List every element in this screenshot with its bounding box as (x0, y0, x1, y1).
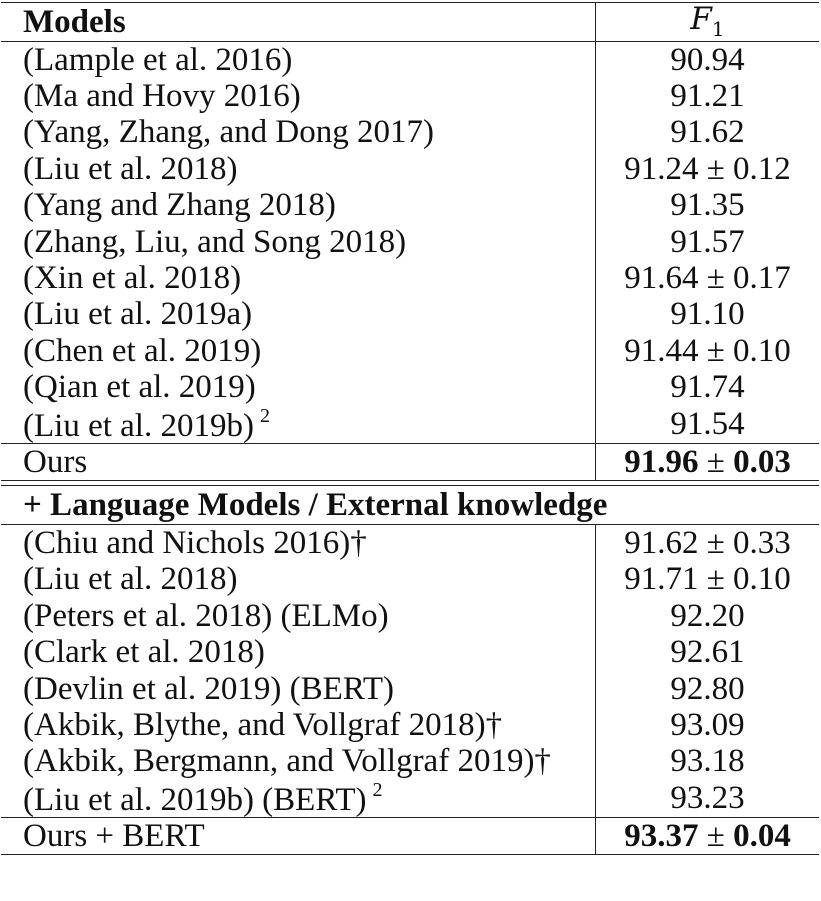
model-name-cell (1, 671, 596, 707)
footnote-marker: 2 (259, 404, 270, 427)
model-name-cell (1, 780, 596, 818)
table-row (1, 333, 819, 369)
model-name: (Liu et al. 2018) (23, 150, 238, 187)
model-name: (Liu et al. 2019a) (23, 296, 253, 333)
table-row (1, 115, 819, 151)
model-name-cell (1, 188, 596, 224)
f1-score-cell: 91.64 ± 0.17 (596, 260, 820, 296)
table-row (1, 562, 819, 598)
table-row (1, 260, 819, 296)
section-title-row (1, 486, 819, 525)
f1-score-cell: 91.10 (596, 297, 820, 333)
section-title: + Language Models / External knowledge (1, 486, 819, 525)
model-name: (Akbik, Blythe, and Vollgraf 2018)† (23, 706, 503, 743)
table-row (1, 78, 819, 114)
models-column-header: Models (1, 3, 596, 42)
table-row (1, 188, 819, 224)
score-std: 0.04 (733, 817, 791, 854)
model-name: (Clark et al. 2018) (23, 634, 265, 671)
table-row (1, 744, 819, 780)
table-row (1, 707, 819, 743)
model-name-cell (1, 42, 596, 79)
f1-score-cell: 91.44 ± 0.10 (596, 333, 820, 369)
model-name-cell (1, 562, 596, 598)
table-row (1, 224, 819, 260)
model-name: (Xin et al. 2018) (23, 260, 242, 297)
f1-score-cell: 91.74 (596, 370, 820, 406)
model-name: (Zhang, Liu, and Song 2018) (23, 223, 407, 260)
f1-score-cell: 91.54 (596, 406, 820, 444)
model-name-cell: Ours (1, 443, 596, 480)
model-name-cell (1, 151, 596, 187)
ours-row (1, 443, 819, 480)
model-name: (Yang and Zhang 2018) (23, 187, 336, 224)
f1-letter: F (690, 1, 712, 38)
table-row (1, 297, 819, 333)
model-name-cell: Ours + BERT (1, 818, 596, 855)
model-name: (Lample et al. 2016) (23, 41, 293, 78)
model-name: (Ma and Hovy 2016) (23, 78, 301, 115)
model-name: (Devlin et al. 2019) (BERT) (23, 670, 395, 707)
results-table (1, 2, 819, 855)
model-name-cell (1, 333, 596, 369)
f1-score-cell: 91.57 (596, 224, 820, 260)
model-name-cell (1, 744, 596, 780)
f1-subscript: 1 (711, 17, 725, 42)
model-name-cell (1, 224, 596, 260)
model-name-cell (1, 525, 596, 562)
table-row (1, 370, 819, 406)
table-row (1, 634, 819, 670)
ours-row (1, 818, 819, 855)
table-row (1, 151, 819, 187)
table-row (1, 598, 819, 634)
model-name: (Liu et al. 2019b) (BERT) (23, 782, 367, 819)
table-row (1, 525, 819, 562)
model-name: (Liu et al. 2018) (23, 561, 238, 598)
f1-score-cell: 92.61 (596, 634, 820, 670)
table-header-row (1, 3, 819, 42)
model-name: (Yang, Zhang, and Dong 2017) (23, 114, 434, 151)
f1-score-cell: 90.94 (596, 42, 820, 79)
score-std: 0.03 (733, 443, 791, 480)
f1-score-cell: 91.62 (596, 115, 820, 151)
f1-score-cell: 91.62 ± 0.33 (596, 525, 820, 562)
footnote-marker: 2 (372, 779, 383, 802)
table-row (1, 671, 819, 707)
f1-score-cell: 92.20 (596, 598, 820, 634)
model-name-cell (1, 297, 596, 333)
f1-score-cell: 93.09 (596, 707, 820, 743)
model-name-cell (1, 370, 596, 406)
model-name-cell (1, 634, 596, 670)
f1-score-cell: 91.21 (596, 78, 820, 114)
model-name-cell (1, 115, 596, 151)
plus-minus-sign: ± (698, 817, 734, 854)
f1-score-cell: 91.71 ± 0.10 (596, 562, 820, 598)
model-name: (Chiu and Nichols 2016)† (23, 524, 367, 561)
f1-score-cell (596, 818, 820, 855)
table-row (1, 406, 819, 444)
model-name-cell (1, 406, 596, 444)
model-name: (Qian et al. 2019) (23, 369, 256, 406)
f1-score-cell: 93.23 (596, 780, 820, 818)
f1-score-cell: 93.18 (596, 744, 820, 780)
table-row (1, 780, 819, 818)
score-mean: 91.96 (624, 443, 699, 480)
model-name-cell (1, 78, 596, 114)
plus-minus-sign: ± (698, 443, 734, 480)
table-row (1, 42, 819, 79)
model-name: (Liu et al. 2019b) (23, 407, 254, 444)
model-name: (Akbik, Bergmann, and Vollgraf 2019)† (23, 743, 551, 780)
model-name-cell (1, 598, 596, 634)
model-name-cell (1, 707, 596, 743)
f1-score-cell: 91.24 ± 0.12 (596, 151, 820, 187)
f1-score-cell (596, 443, 820, 480)
model-name-cell (1, 260, 596, 296)
f1-column-header (596, 3, 820, 42)
score-mean: 93.37 (624, 817, 699, 854)
f1-score-cell: 92.80 (596, 671, 820, 707)
model-name: (Peters et al. 2018) (ELMo) (23, 597, 389, 634)
model-name: (Chen et al. 2019) (23, 332, 262, 369)
f1-score-cell: 91.35 (596, 188, 820, 224)
